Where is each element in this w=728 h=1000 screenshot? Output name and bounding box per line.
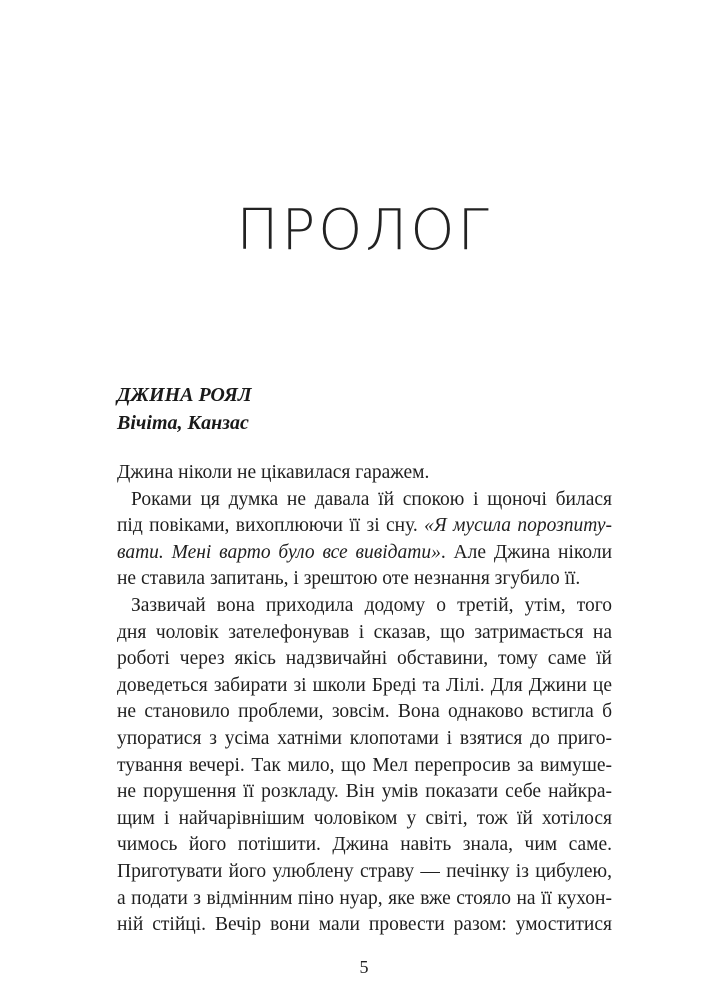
section-heading [117,381,617,437]
paragraph-line: щим і найчарівнішим чоловіком у світі, тож їй хотілося [117,807,612,829]
body-text [117,460,612,939]
character-name: ДЖИНА РОЯЛ [117,384,252,406]
paragraph-line: а подати з відмінним піно нуар, яке вже стояло на її кухон- [117,887,612,909]
paragraph-line: не порушення її розкладу. Він умів показати себе найкра- [117,781,612,803]
paragraph-line: під повіками, вихоплюючи її зі сну. «Я мусила порозпиту- [117,515,612,537]
location-name: Вічіта, Канзас [117,412,249,434]
paragraph-line: Джина ніколи не цікавилася гаражем. [117,462,430,483]
paragraph-line: доведеться забирати зі школи Бреді та Лілі. Для Джини це [117,674,612,696]
italic-quote: «Я мусила порозпиту- [424,515,612,537]
paragraph-line: упоратися з усіма хатніми клопотами і взятися до приго- [117,727,612,749]
paragraph-line: дня чоловік зателефонував і сказав, що затримається на [117,621,612,643]
italic-quote: вати. Мені варто було все вивідати» [117,541,441,563]
paragraph-line: тування вечері. Так мило, що Мел перепросив за вимуше- [117,754,612,776]
chapter-title: ПРОЛОГ [236,198,492,263]
paragraph-line: чимось його потішити. Джина навіть знала, чим саме. [117,834,612,856]
paragraph-line: роботі через якісь надзвичайні обставини, тому саме їй [117,648,612,670]
paragraph-line: вати. Мені варто було все вивідати». Але Джина ніколи [117,541,613,563]
paragraph-line: не ставила запитань, і зрештою оте незнання згубило її. [117,568,581,590]
paragraph-line: Приготувати його улюблену страву — печінку із цибулею, [117,860,612,882]
paragraph-line: Зазвичай вона приходила додому о третій, утім, того [131,594,612,616]
page-number: 5 [359,957,369,977]
paragraph-line: Роками ця думка не давала їй спокою і щоночі билася [131,488,612,510]
paragraph-line: не становило проблеми, зовсім. Вона однаково встигла б [117,701,612,723]
paragraph-line: ній стійці. Вечір вони мали провести разом: умоститися [117,914,612,936]
